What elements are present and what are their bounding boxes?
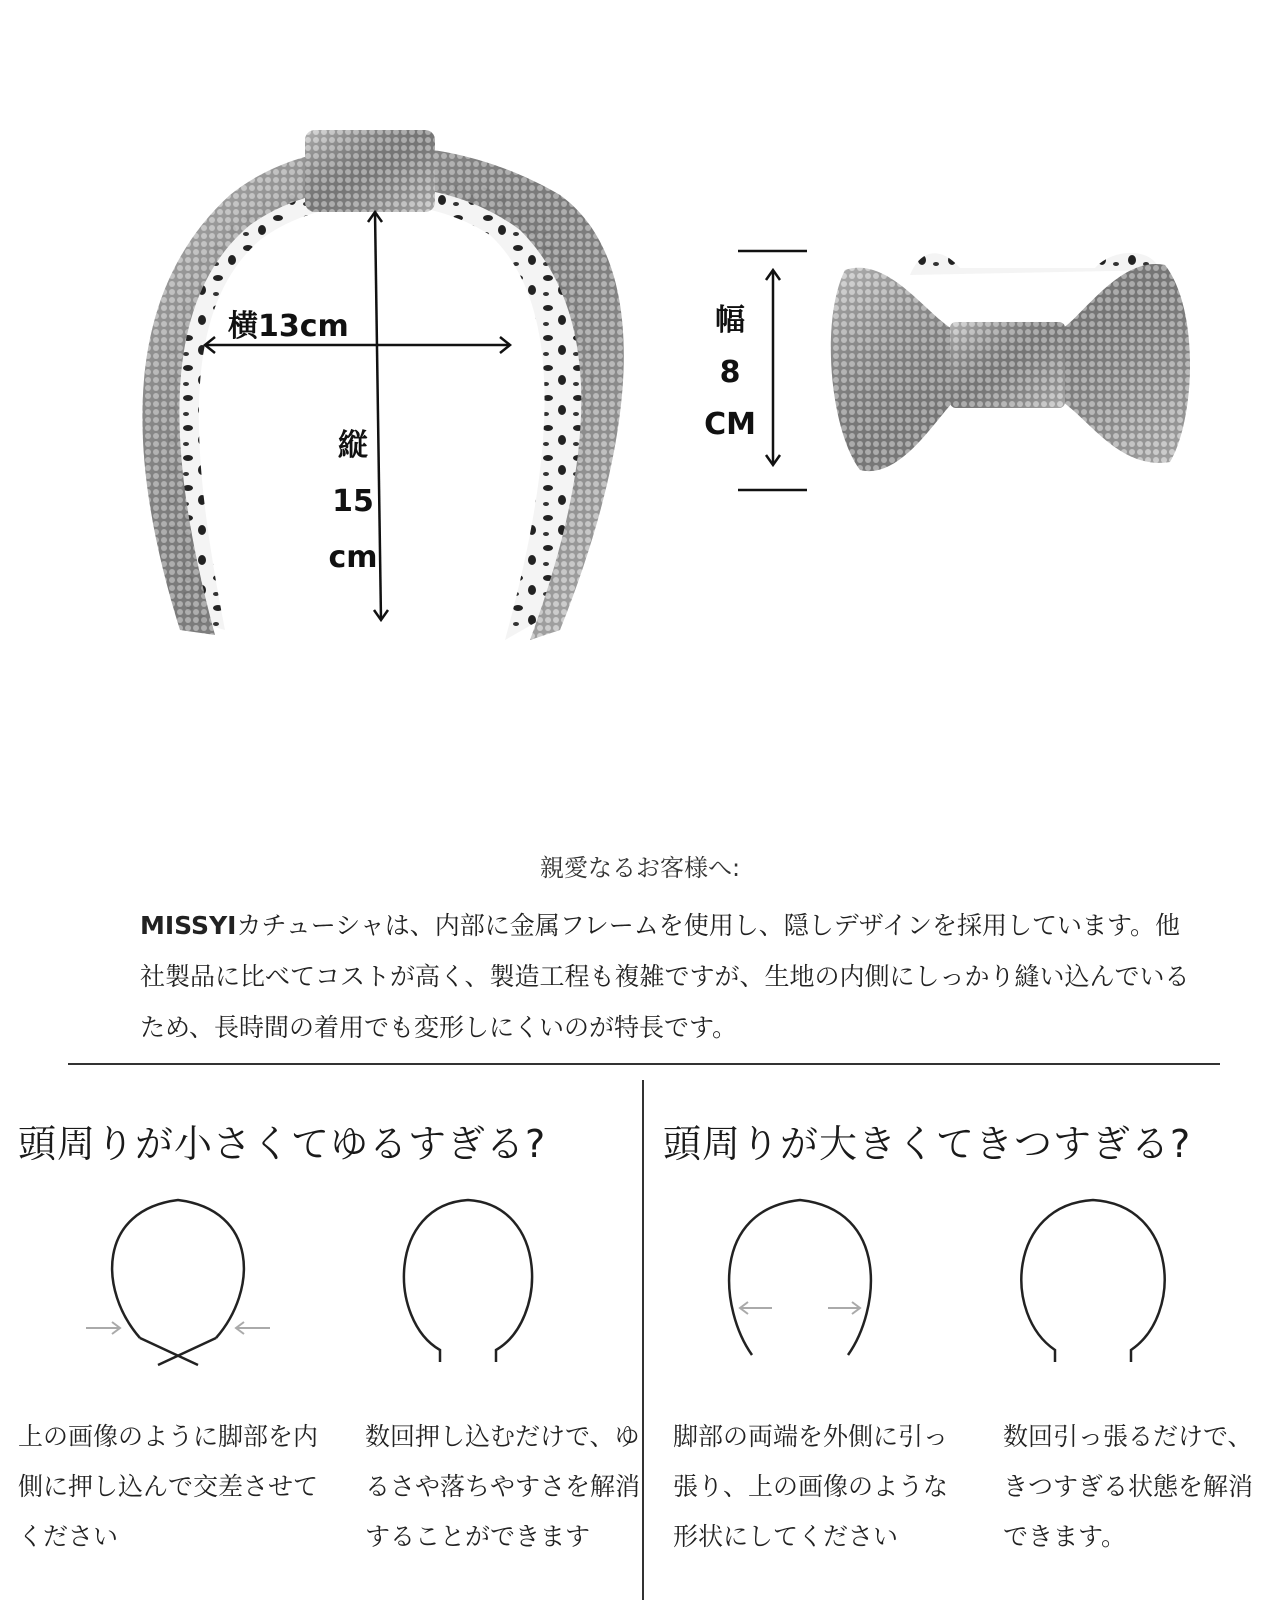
height-label-line1: 縦	[338, 428, 368, 463]
outward-arrows-icon	[740, 1302, 860, 1314]
tight-fit-title: 頭周りが大きくてきつすぎる?	[663, 1122, 1192, 1166]
section-divider-vertical	[642, 1080, 644, 1600]
brand-name: MISSYI	[140, 911, 237, 940]
pulled-legs-diagram	[700, 1190, 900, 1380]
section-divider-horizontal	[68, 1063, 1220, 1065]
inward-arrows-icon	[86, 1322, 270, 1334]
product-description	[140, 900, 1190, 1053]
product-photo	[0, 0, 1280, 760]
bow-width-measurement-label	[695, 295, 765, 451]
greeting-text: 親愛なるお客様へ:	[539, 854, 741, 882]
widened-headband-diagram	[993, 1190, 1193, 1380]
bow-label-line2: 8	[719, 355, 741, 390]
height-label-line2: 15	[332, 484, 374, 519]
crossed-legs-diagram	[78, 1190, 278, 1380]
pressed-headband-diagram	[368, 1190, 568, 1380]
bow-label-line1: 幅	[715, 303, 745, 338]
bow-label-line3: CM	[704, 407, 756, 442]
loose-step1-caption: 上の画像のように脚部を内側に押し込んで交差させてください	[18, 1422, 319, 1551]
loose-fit-title: 頭周りが小さくてゆるすぎる?	[18, 1122, 547, 1166]
width-measurement-label: 横13cm	[228, 309, 349, 344]
loose-step2-caption: 数回押し込むだけで、ゆるさや落ちやすさを解消することができます	[365, 1422, 641, 1551]
headband-front-image	[142, 130, 623, 640]
height-label-line3: cm	[328, 540, 378, 575]
tight-step2-caption: 数回引っ張るだけで、きつすぎる状態を解消できます。	[1003, 1422, 1254, 1551]
description-body: カチューシャは、内部に金属フレームを使用し、隠しデザインを採用しています。他社製品に比べてコストが高く、製造工程も複雑ですが、生地の内側にしっかり縫い込んでいるため、長時間の着用でも変形しにくいのが特長です。	[140, 911, 1190, 1042]
bow-side-image	[831, 253, 1190, 471]
tight-step1-caption: 脚部の両端を外側に引っ張り、上の画像のような形状にしてください	[673, 1422, 949, 1551]
height-measurement-label	[328, 418, 378, 586]
